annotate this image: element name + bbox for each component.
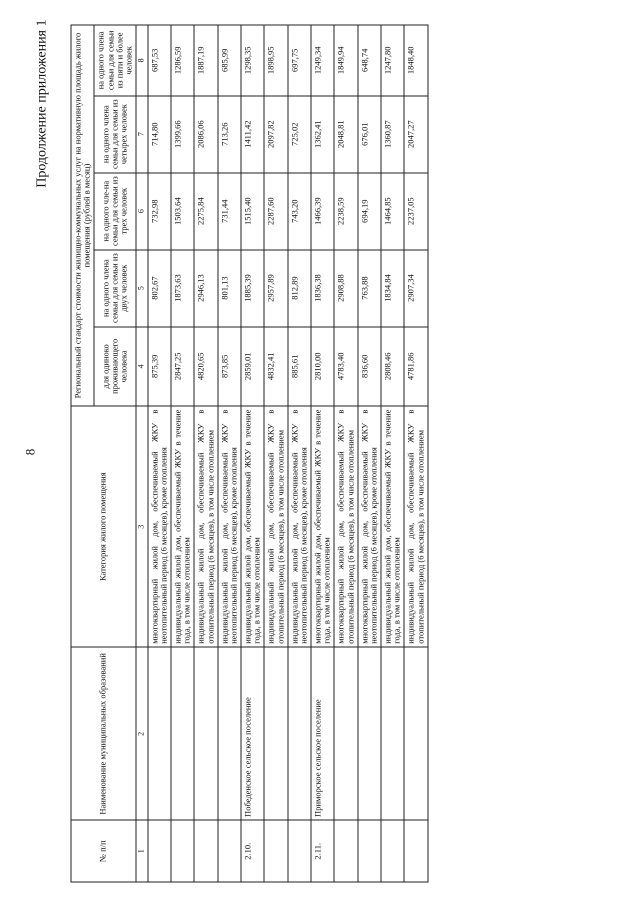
cost-value: 2847,25 <box>171 327 194 407</box>
row-number <box>358 820 381 882</box>
cost-value: 4832,41 <box>264 327 287 407</box>
cost-value: 676,01 <box>358 96 381 173</box>
row-number <box>381 820 404 882</box>
cost-value: 873,85 <box>218 327 241 407</box>
header-category: Категория жилого помещения <box>71 406 136 647</box>
municipality-name <box>358 647 381 820</box>
cost-value: 875,39 <box>148 327 171 407</box>
municipality-name <box>381 647 404 820</box>
row-number <box>194 820 217 882</box>
page-number: 8 <box>22 448 38 456</box>
cost-value: 1887,19 <box>194 25 217 96</box>
row-number <box>404 820 427 882</box>
cost-value: 1466,39 <box>311 173 334 250</box>
table-row <box>381 25 404 882</box>
header-sub-2: на одного члена семьи для семьи из двух человек <box>94 250 136 327</box>
cost-value: 2908,88 <box>334 250 357 327</box>
cost-value: 4781,86 <box>404 327 427 407</box>
cost-value: 2946,13 <box>194 250 217 327</box>
cost-value: 4783,40 <box>334 327 357 407</box>
municipality-name <box>334 647 357 820</box>
table-row <box>264 25 287 882</box>
cost-value: 2238,59 <box>334 173 357 250</box>
table-row <box>218 25 241 882</box>
cost-value: 1848,40 <box>404 25 427 96</box>
row-number: 2.10. <box>241 820 264 882</box>
cost-value: 1247,80 <box>381 25 404 96</box>
row-number <box>171 820 194 882</box>
col-number: 4 <box>136 327 148 407</box>
cost-value: 685,99 <box>218 25 241 96</box>
cost-value: 1503,64 <box>171 173 194 250</box>
municipality-name <box>148 647 171 820</box>
table-row <box>171 25 194 882</box>
col-number: 2 <box>136 647 148 820</box>
cost-value: 2808,46 <box>381 327 404 407</box>
municipality-name <box>288 647 311 820</box>
col-number: 1 <box>136 820 148 882</box>
header-standard: Региональный стандарт стоимости жилищно-коммунальных услуг на нормативную площадь жилого помещения (рублей в месяц) <box>71 25 94 406</box>
housing-category: индивидуальный жилой дом, обеспечиваемый ЖКУ в неотопительный период (6 месяцев), кроме отопления <box>218 406 241 647</box>
cost-value: 1249,34 <box>311 25 334 96</box>
row-number <box>264 820 287 882</box>
cost-value: 885,61 <box>288 327 311 407</box>
municipality-name <box>218 647 241 820</box>
col-number: 6 <box>136 173 148 250</box>
cost-value: 648,74 <box>358 25 381 96</box>
table-row <box>148 25 171 882</box>
cost-value: 801,13 <box>218 250 241 327</box>
header-sub-3: на одного чле-на семьи для семьи из трех человек <box>94 173 136 250</box>
cost-value: 1298,35 <box>241 25 264 96</box>
cost-value: 687,53 <box>148 25 171 96</box>
cost-value: 802,67 <box>148 250 171 327</box>
cost-value: 725,02 <box>288 96 311 173</box>
cost-value: 1464,85 <box>381 173 404 250</box>
housing-category: индивидуальный жилой дом, обеспечиваемый ЖКУ в течение года, в том числе отоплением <box>171 406 194 647</box>
table-row <box>194 25 217 882</box>
cost-value: 2859,01 <box>241 327 264 407</box>
cost-value: 731,44 <box>218 173 241 250</box>
cost-value: 1898,95 <box>264 25 287 96</box>
housing-category: многоквартирный жилой дом, обеспечиваемый ЖКУ в отопительный период (6 месяцев), в том числе отоплением <box>334 406 357 647</box>
header-name: Наименование муниципальных образований <box>71 647 136 820</box>
table-row <box>358 25 381 882</box>
cost-value: 1873,63 <box>171 250 194 327</box>
housing-category: индивидуальный жилой дом, обеспечиваемый ЖКУ в течение года, в том числе отоплением <box>381 406 404 647</box>
cost-value: 812,89 <box>288 250 311 327</box>
header-sub-4: на одного члена семьи для семьи из четырех человек <box>94 96 136 173</box>
cost-value: 2287,60 <box>264 173 287 250</box>
cost-value: 1360,87 <box>381 96 404 173</box>
standard-table <box>71 25 429 883</box>
municipality-name <box>194 647 217 820</box>
cost-value: 1286,59 <box>171 25 194 96</box>
cost-value: 2086,06 <box>194 96 217 173</box>
municipality-name: Приморское сельское поселение <box>311 647 334 820</box>
housing-category: индивидуальный жилой дом, обеспечиваемый ЖКУ в течение года, в том числе отоплением <box>241 406 264 647</box>
col-number: 7 <box>136 96 148 173</box>
table-body <box>148 25 428 882</box>
table-row <box>404 25 427 882</box>
header-sub-5: на одного члена семьи для семьи из пяти и более человек <box>94 25 136 96</box>
cost-value: 694,19 <box>358 173 381 250</box>
cost-value: 2275,84 <box>194 173 217 250</box>
cost-value: 2237,05 <box>404 173 427 250</box>
cost-value: 714,80 <box>148 96 171 173</box>
col-number: 8 <box>136 25 148 96</box>
row-number <box>148 820 171 882</box>
row-number <box>218 820 241 882</box>
table-row <box>334 25 357 882</box>
cost-value: 1885,39 <box>241 250 264 327</box>
cost-value: 763,88 <box>358 250 381 327</box>
cost-value: 1515,40 <box>241 173 264 250</box>
municipality-name <box>171 647 194 820</box>
appendix-title: Продолжение приложения 1 <box>34 19 50 188</box>
cost-value: 1834,84 <box>381 250 404 327</box>
table-row <box>241 25 264 882</box>
cost-value: 2957,89 <box>264 250 287 327</box>
cost-value: 743,20 <box>288 173 311 250</box>
document-page <box>1 0 640 905</box>
header-no: № п/п <box>71 820 136 882</box>
municipality-name <box>404 647 427 820</box>
cost-value: 732,98 <box>148 173 171 250</box>
housing-category: индивидуальный жилой дом, обеспечиваемый ЖКУ в отопительный период (6 месяцев), в том числе отоплением <box>194 406 217 647</box>
municipality-name: Победенское сельское поселение <box>241 647 264 820</box>
cost-value: 4820,65 <box>194 327 217 407</box>
cost-value: 2810,00 <box>311 327 334 407</box>
cost-value: 1849,94 <box>334 25 357 96</box>
cost-value: 1836,38 <box>311 250 334 327</box>
housing-category: многоквартирный жилой дом, обеспечиваемый ЖКУ в неотопительный период (6 месяцев), кроме отопления <box>148 406 171 647</box>
cost-value: 697,75 <box>288 25 311 96</box>
municipality-name <box>264 647 287 820</box>
cost-value: 713,26 <box>218 96 241 173</box>
housing-category: индивидуальный жилой дом, обеспечиваемый ЖКУ в неотопительный период (6 месяцев), кроме отопления <box>288 406 311 647</box>
cost-value: 836,60 <box>358 327 381 407</box>
row-number <box>334 820 357 882</box>
cost-value: 2047,27 <box>404 96 427 173</box>
cost-value: 2048,81 <box>334 96 357 173</box>
table-row <box>311 25 334 882</box>
cost-value: 1399,66 <box>171 96 194 173</box>
cost-value: 2907,34 <box>404 250 427 327</box>
cost-value: 1411,42 <box>241 96 264 173</box>
table-row <box>288 25 311 882</box>
housing-category: индивидуальный жилой дом, обеспечиваемый ЖКУ в отопительный период (6 месяцев), в том числе отоплением <box>404 406 427 647</box>
row-number <box>288 820 311 882</box>
housing-category: индивидуальный жилой дом, обеспечиваемый ЖКУ в отопительный период (6 месяцев), в том числе отоплением <box>264 406 287 647</box>
cost-value: 2097,82 <box>264 96 287 173</box>
cost-value: 1362,41 <box>311 96 334 173</box>
col-number: 3 <box>136 406 148 647</box>
row-number: 2.11. <box>311 820 334 882</box>
housing-category: многоквартирный жилой дом, обеспечиваемый ЖКУ в неотопительный период (6 месяцев), кроме отопления <box>358 406 381 647</box>
col-number: 5 <box>136 250 148 327</box>
header-sub-1: для одиноко проживающего человека <box>94 327 136 407</box>
housing-category: многоквартирный жилой дом, обеспечиваемый ЖКУ в течение года, в том числе отоплением <box>311 406 334 647</box>
